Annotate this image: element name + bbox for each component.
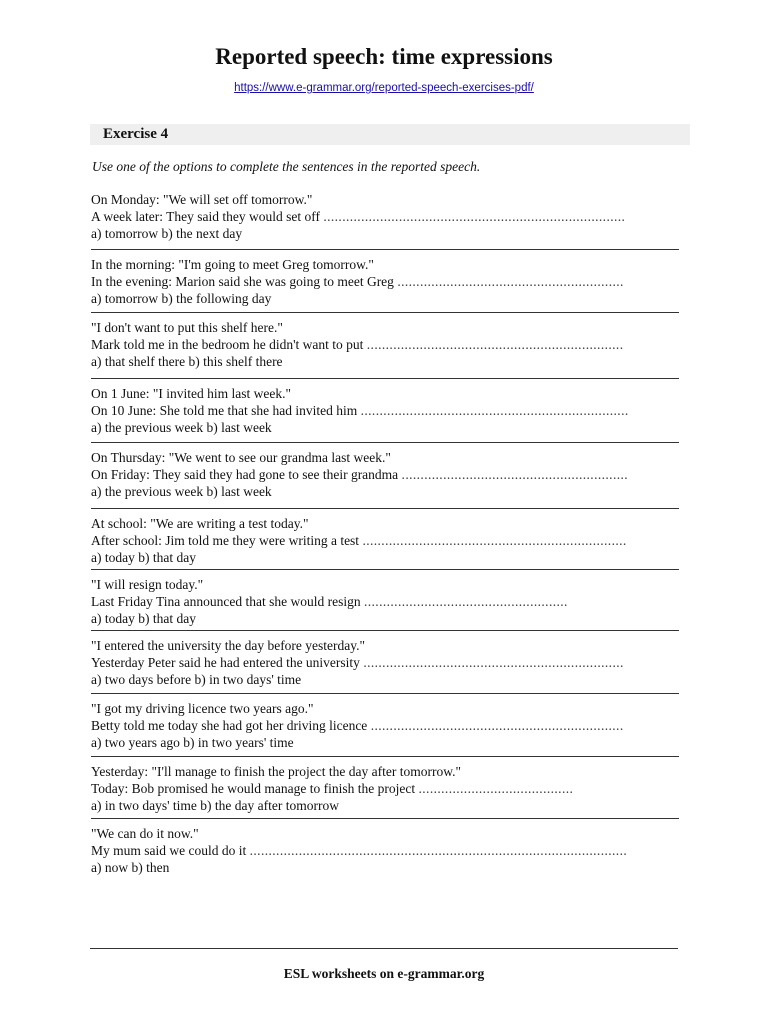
- reported-line: [91, 654, 679, 671]
- reported-text: Today: Bob promised he would manage to finish the project: [91, 781, 416, 796]
- reported-line: [91, 402, 679, 419]
- answer-blank[interactable]: ............................................................: [397, 274, 624, 289]
- reported-line: [91, 593, 679, 610]
- exercise-item: [91, 385, 679, 443]
- exercise-item: [91, 700, 679, 757]
- answer-blank[interactable]: ......................................................: [363, 594, 568, 609]
- answer-blank[interactable]: ....................................................................................................: [249, 843, 628, 858]
- reported-line: [91, 532, 679, 549]
- exercise-item: [91, 825, 679, 877]
- reported-text: Mark told me in the bedroom he didn't want to put: [91, 337, 364, 352]
- exercise-item: [91, 449, 679, 509]
- quote-line: "I got my driving licence two years ago.": [91, 701, 314, 716]
- answer-blank[interactable]: ................................................................................: [323, 209, 626, 224]
- reported-line: [91, 717, 679, 734]
- reported-line: [91, 336, 679, 353]
- answer-options: a) the previous week b) last week: [91, 420, 272, 435]
- answer-options: a) today b) that day: [91, 550, 196, 565]
- reported-text: Betty told me today she had got her driving licence: [91, 718, 368, 733]
- answer-options: a) two days before b) in two days' time: [91, 672, 302, 687]
- exercise-item: [91, 515, 679, 570]
- page-title: Reported speech: time expressions: [215, 44, 553, 69]
- answer-options: a) that shelf there b) this shelf there: [91, 354, 283, 369]
- reported-text: Last Friday Tina announced that she would resign: [91, 594, 361, 609]
- source-link[interactable]: https://www.e-grammar.org/reported-speech-exercises-pdf/: [234, 82, 534, 94]
- quote-line: At school: "We are writing a test today.": [91, 516, 309, 531]
- reported-text: Yesterday Peter said he had entered the university: [91, 655, 360, 670]
- exercise-item: [91, 319, 679, 379]
- reported-line: [91, 466, 679, 483]
- reported-text: On 10 June: She told me that she had invited him: [91, 403, 358, 418]
- answer-blank[interactable]: .........................................: [418, 781, 574, 796]
- reported-text: On Friday: They said they had gone to see their grandma: [91, 467, 399, 482]
- answer-blank[interactable]: ............................................................: [401, 467, 629, 482]
- answer-options: a) the previous week b) last week: [91, 484, 272, 499]
- answer-options: a) now b) then: [91, 860, 170, 875]
- reported-text: A week later: They said they would set off: [91, 209, 320, 224]
- quote-line: Yesterday: "I'll manage to finish the project the day after tomorrow.": [91, 764, 461, 779]
- exercise-item: [91, 637, 679, 694]
- reported-text: My mum said we could do it: [91, 843, 247, 858]
- reported-line: [91, 208, 679, 225]
- answer-options: a) tomorrow b) the next day: [91, 226, 243, 241]
- reported-text: In the evening: Marion said she was going to meet Greg: [91, 274, 394, 289]
- quote-line: On Thursday: "We went to see our grandma last week.": [91, 450, 391, 465]
- reported-text: After school: Jim told me they were writing a test: [91, 533, 360, 548]
- footer-rule: [90, 948, 678, 949]
- answer-options: a) in two days' time b) the day after tomorrow: [91, 798, 339, 813]
- quote-line: "I don't want to put this shelf here.": [91, 320, 283, 335]
- answer-blank[interactable]: ...................................................................: [370, 718, 624, 733]
- answer-options: a) today b) that day: [91, 611, 196, 626]
- answer-blank[interactable]: .......................................................................: [360, 403, 629, 418]
- footer-text: ESL worksheets on e-grammar.org: [283, 966, 485, 981]
- exercise-item: [91, 191, 679, 250]
- exercise-item: [91, 576, 679, 631]
- answer-blank[interactable]: ....................................................................: [366, 337, 624, 352]
- answer-blank[interactable]: ......................................................................: [362, 533, 627, 548]
- quote-line: On 1 June: "I invited him last week.": [91, 386, 291, 401]
- reported-line: [91, 842, 679, 859]
- answer-options: a) two years ago b) in two years' time: [91, 735, 294, 750]
- reported-line: [91, 273, 679, 290]
- quote-line: "We can do it now.": [91, 826, 199, 841]
- exercise-title: Exercise 4: [103, 126, 169, 142]
- exercise-header: [90, 124, 690, 145]
- quote-line: In the morning: "I'm going to meet Greg tomorrow.": [91, 257, 374, 272]
- exercise-instruction: Use one of the options to complete the sentences in the reported speech.: [92, 159, 481, 174]
- answer-options: a) tomorrow b) the following day: [91, 291, 272, 306]
- reported-line: [91, 780, 679, 797]
- quote-line: "I will resign today.": [91, 577, 204, 592]
- exercise-item: [91, 256, 679, 313]
- quote-line: "I entered the university the day before yesterday.": [91, 638, 366, 653]
- exercise-item: [91, 763, 679, 819]
- answer-blank[interactable]: .....................................................................: [363, 655, 624, 670]
- quote-line: On Monday: "We will set off tomorrow.": [91, 192, 313, 207]
